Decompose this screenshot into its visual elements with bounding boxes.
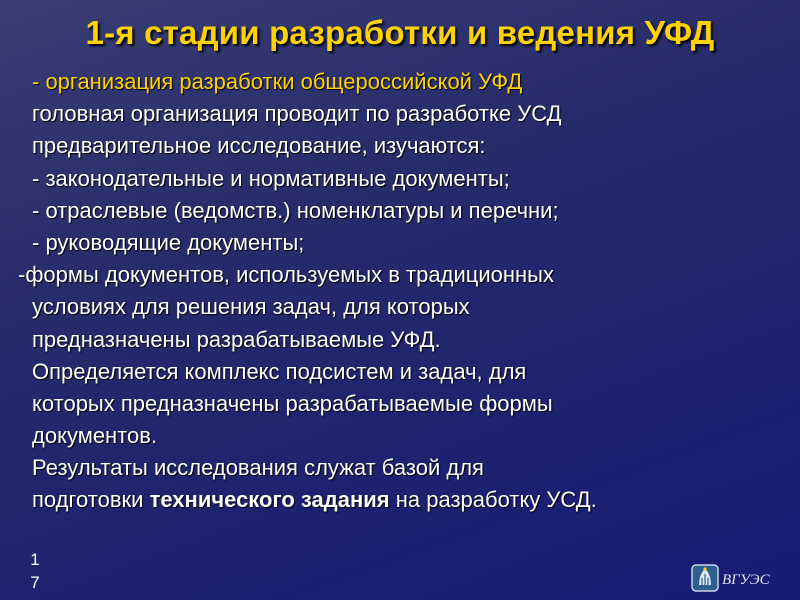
technical-assignment-bold: технического задания [149,487,390,513]
university-logo [690,563,786,593]
logo-text: ВГУЭС [722,572,770,588]
body-line-14-before: подготовки [32,487,150,513]
body-line-10: Определяется комплекс подсистем и задач, для [32,358,527,384]
slide-title: 1-я стадии разработки и ведения УФД [85,14,715,51]
body-line-6: - руководящие документы; [32,229,305,255]
body-line-14 [18,484,788,516]
body-line-9: предназначены разрабатываемые УФД. [32,326,441,352]
body-line-12: документов. [32,423,158,449]
body-line-13: Результаты исследования служат базой для [32,455,484,481]
page-number-digit-1: 1 [30,550,40,569]
logo-emblem-icon [692,565,718,591]
body-line-5: - отраслевые (ведомств.) номенклатуры и перечни; [32,197,559,223]
slide-body [18,66,788,517]
body-line-1: - организация разработки общероссийской УФД [32,69,523,94]
page-number [28,548,42,594]
body-line-4: - законодательные и нормативные документы; [32,165,510,191]
body-line-8: условиях для решения задач, для которых [32,294,470,320]
body-line-7: -формы документов, используемых в традиционных [18,262,554,288]
body-line-11: которых предназначены разрабатываемые формы [32,390,553,416]
body-line-3: предварительное исследование, изучаются: [32,133,486,159]
body-line-14-after: на разработку УСД. [389,487,597,513]
page-number-digit-2: 7 [30,573,40,592]
body-line-2: головная организация проводит по разработке УСД [32,101,562,127]
